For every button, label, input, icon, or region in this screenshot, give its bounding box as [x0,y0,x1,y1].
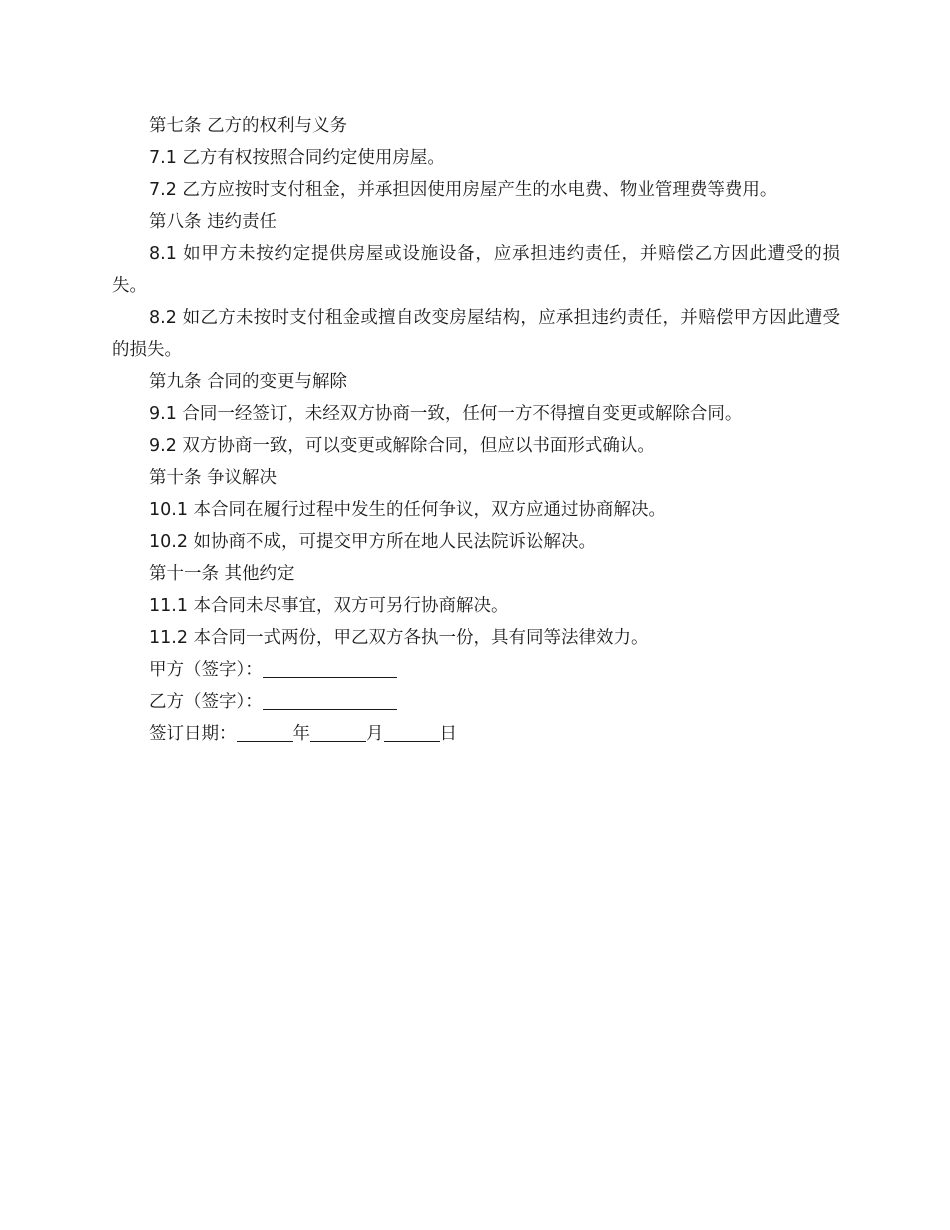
party-a-signature-blank [263,659,397,678]
clause-8-1: 8.1 如甲方未按约定提供房屋或设施设备，应承担违约责任，并赔偿乙方因此遭受的损失。 [112,244,840,296]
month-blank [310,723,366,742]
clause-11-1: 11.1 本合同未尽事宜，双方可另行协商解决。 [149,596,509,616]
clause-11-2: 11.2 本合同一式两份，甲乙双方各执一份，具有同等法律效力。 [149,628,649,648]
clause-7-1: 7.1 乙方有权按照合同约定使用房屋。 [149,148,445,168]
clause-7-2: 7.2 乙方应按时支付租金，并承担因使用房屋产生的水电费、物业管理费等费用。 [149,180,778,200]
signing-date-label: 签订日期： [149,724,237,744]
day-label: 日 [439,724,457,744]
clause-10-1: 10.1 本合同在履行过程中发生的任何争议，双方应通过协商解决。 [149,500,667,520]
party-a-signature-label: 甲方（签字）： [149,660,263,680]
article-9-heading: 第九条 合同的变更与解除 [149,372,348,392]
clause-10-2: 10.2 如协商不成，可提交甲方所在地人民法院诉讼解决。 [149,532,597,552]
party-b-signature-line [112,686,840,718]
article-7-heading: 第七条 乙方的权利与义务 [149,116,348,136]
article-8-heading: 第八条 违约责任 [149,212,278,232]
year-label: 年 [292,724,310,744]
signing-date-line [112,718,840,750]
year-blank [237,723,293,742]
document-body [112,110,840,750]
clause-9-1: 9.1 合同一经签订，未经双方协商一致，任何一方不得擅自变更或解除合同。 [149,404,743,424]
party-b-signature-blank [263,691,397,710]
party-b-signature-label: 乙方（签字）： [149,692,263,712]
article-10-heading: 第十条 争议解决 [149,468,278,488]
month-label: 月 [366,724,384,744]
article-11-heading: 第十一条 其他约定 [149,564,295,584]
clause-9-2: 9.2 双方协商一致，可以变更或解除合同，但应以书面形式确认。 [149,436,655,456]
party-a-signature-line [112,654,840,686]
clause-8-2: 8.2 如乙方未按时支付租金或擅自改变房屋结构，应承担违约责任，并赔偿甲方因此遭受的损失。 [112,308,840,360]
day-blank [384,723,440,742]
